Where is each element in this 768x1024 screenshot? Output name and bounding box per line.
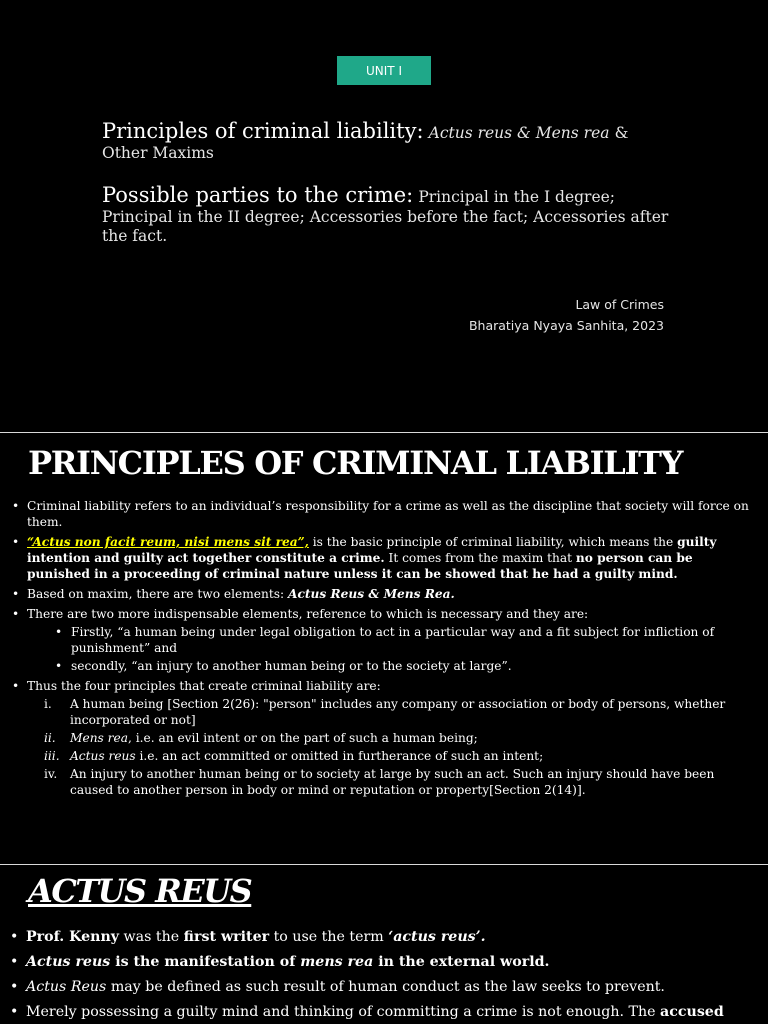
list-item: • Actus reus is the manifestation of mens rea in the external world.: [10, 954, 550, 970]
topic-principles-rest: & Other Maxims: [102, 124, 629, 162]
slide-principles: [0, 434, 768, 864]
list-item: • Actus Reus may be defined as such result of human conduct as the law seeks to prevent.: [10, 979, 665, 995]
topic-parties-heading: Possible parties to the crime:: [102, 183, 414, 207]
course-statute: Bharatiya Nyaya Sanhita, 2023: [468, 318, 664, 333]
topic-principles: [102, 119, 672, 163]
roman-item: i. A human being [Section 2(26): "person" includes any company or association or body of persons, whether incorporated or not]: [44, 697, 726, 727]
slide-actus-reus: [0, 866, 768, 1024]
bullet-icon: •: [10, 1004, 19, 1020]
unit-badge: UNIT I: [337, 56, 431, 85]
bullet-icon: •: [12, 535, 20, 549]
list-item: • Thus the four principles that create criminal liability are: i. A human being [Section 2(26): "person" includes any company or association or body of persons, whether incorporated or not] ii. Mens rea, i.e. an evil intent or on the part of such a human being; iii. Actus reus i.e. an act committed or omitted in furtherance of such an intent; iv. An injury to another human being or to society at large by such an act. Such an injury should have been caused to another person in body or mind or reputation or property[Section 2(14)].: [12, 678, 758, 798]
list-item: • Prof. Kenny was the first writer to use the term ‘actus reus’.: [10, 929, 486, 945]
bullet-icon: •: [55, 659, 63, 673]
bullet-icon: •: [10, 954, 19, 970]
slide-title-principles: PRINCIPLES OF CRIMINAL LIABILITY: [28, 444, 683, 482]
actus-reus-list: [10, 927, 760, 1024]
slide-divider: [0, 432, 768, 433]
course-meta: [469, 294, 664, 336]
sub-list-item: • secondly, “an injury to another human being or to the society at large”.: [55, 659, 512, 673]
bullet-icon: •: [10, 979, 19, 995]
list-item: • Based on maxim, there are two elements: Actus Reus & Mens Rea.: [12, 587, 455, 601]
slide-divider: [0, 864, 768, 865]
bullet-icon: •: [10, 929, 19, 945]
topic-parties: [102, 183, 672, 246]
slide-title: [0, 0, 768, 432]
roman-item: ii. Mens rea, i.e. an evil intent or on the part of such a human being;: [44, 731, 478, 745]
topic-principles-italic: Actus reus & Mens rea: [428, 124, 610, 142]
list-item: • “Actus non facit reum, nisi mens sit rea”, is the basic principle of criminal liability, which means the guilty intention and guilty act together constitute a crime. It comes from the maxim that no person can be punished in a proceeding of criminal nature unless it can be showed that he had a guilty mind.: [12, 535, 717, 581]
bullet-icon: •: [12, 587, 20, 601]
roman-item: iv. An injury to another human being or to society at large by such an act. Such an injury should have been caused to another person in body or mind or reputation or property[Section 2(14)].: [44, 767, 715, 797]
roman-item: iii. Actus reus i.e. an act committed or omitted in furtherance of such an intent;: [44, 749, 544, 763]
principles-list: [12, 498, 758, 802]
list-item: • Criminal liability refers to an individual’s responsibility for a crime as well as the discipline that society will force on them.: [12, 499, 749, 529]
maxim-link[interactable]: “Actus non facit reum, nisi mens sit rea”,: [27, 535, 309, 549]
topic-parties-rest: Principal in the I degree; Principal in the II degree; Accessories before the fact; Accessories after the fact.: [102, 188, 669, 245]
bullet-icon: •: [12, 499, 20, 513]
topic-principles-heading: Principles of criminal liability:: [102, 119, 424, 143]
list-item: • There are two more indispensable elements, reference to which is necessary and they are: • Firstly, “a human being under legal obligation to act in a particular way and a fit subject for infliction of punishment” and • secondly, “an injury to another human being or to the society at large”.: [12, 606, 758, 674]
slide-title-actus-reus: ACTUS REUS: [28, 872, 252, 910]
course-subject: Law of Crimes: [575, 297, 664, 312]
list-item: • Merely possessing a guilty mind and thinking of committing a crime is not enough. The accused: [10, 1004, 724, 1020]
bullet-icon: •: [55, 625, 63, 639]
sub-list-item: • Firstly, “a human being under legal obligation to act in a particular way and a fit subject for infliction of punishment” and: [55, 625, 715, 655]
bullet-icon: •: [12, 607, 20, 621]
bullet-icon: •: [12, 679, 20, 693]
